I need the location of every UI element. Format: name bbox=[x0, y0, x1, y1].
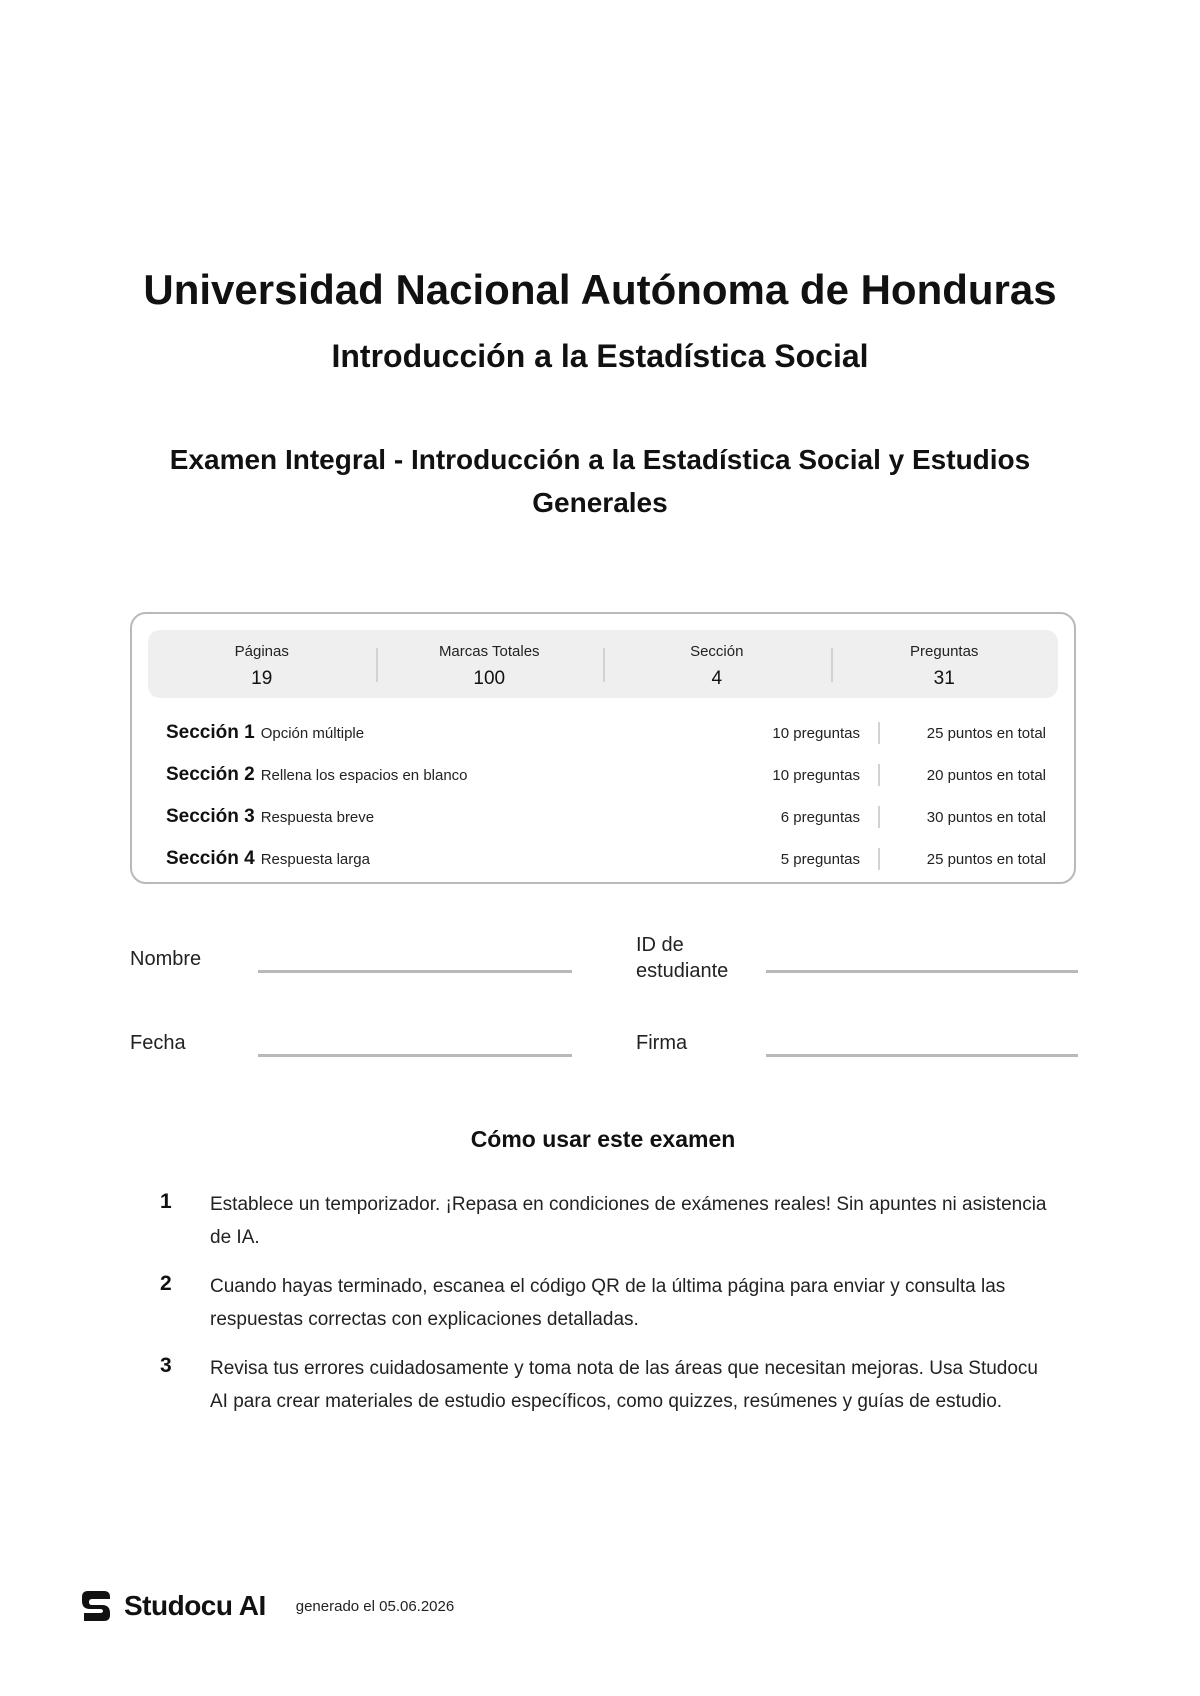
section-row bbox=[166, 796, 1046, 838]
stat-pages bbox=[148, 630, 376, 698]
section-name: Sección 4 bbox=[166, 848, 255, 869]
section-question-count: 10 preguntas bbox=[772, 766, 860, 784]
step-text: Revisa tus errores cuidadosamente y toma nota de las áreas que necesitan mejoras. Usa Studocu AI para crear materiales de estudio específicos, como quizzes, resúmenes y guías de estudio. bbox=[210, 1358, 1039, 1412]
footer bbox=[78, 1586, 454, 1626]
section-points: 25 puntos en total bbox=[926, 724, 1046, 742]
howto-title: Cómo usar este examen bbox=[470, 1126, 736, 1152]
stat-value: 31 bbox=[933, 668, 955, 689]
stat-label: Sección bbox=[690, 643, 744, 660]
step-number: 3 bbox=[160, 1354, 172, 1377]
section-type: Respuesta breve bbox=[260, 808, 375, 826]
step-text: Establece un temporizador. ¡Repasa en condiciones de exámenes reales! Sin apuntes ni asistencia de IA. bbox=[210, 1194, 1047, 1248]
stat-sections bbox=[603, 630, 831, 698]
section-question-count: 6 preguntas bbox=[780, 808, 860, 826]
section-question-count: 5 preguntas bbox=[780, 850, 860, 868]
studocu-logo-icon bbox=[78, 1587, 114, 1625]
stat-total-marks bbox=[376, 630, 604, 698]
section-type: Respuesta larga bbox=[260, 850, 370, 868]
stat-questions bbox=[831, 630, 1059, 698]
signature-field[interactable] bbox=[766, 1054, 1078, 1057]
step-number: 1 bbox=[160, 1190, 172, 1213]
stat-value: 19 bbox=[251, 668, 273, 689]
student-id-label: ID de estudiante bbox=[636, 934, 729, 982]
stat-value: 4 bbox=[711, 668, 723, 689]
section-row bbox=[166, 712, 1046, 754]
date-field[interactable] bbox=[258, 1054, 572, 1057]
signature-label: Firma bbox=[636, 1032, 688, 1054]
section-type: Opción múltiple bbox=[260, 724, 365, 742]
university-title: Universidad Nacional Autónoma de Honduras bbox=[143, 266, 1057, 313]
step-number: 2 bbox=[160, 1272, 172, 1295]
stat-label: Marcas Totales bbox=[438, 643, 540, 660]
student-id-field[interactable] bbox=[766, 970, 1078, 973]
stats-band bbox=[148, 630, 1058, 698]
date-label: Fecha bbox=[130, 1032, 186, 1054]
section-row bbox=[166, 838, 1046, 880]
brand-name: Studocu AI bbox=[124, 1590, 266, 1621]
stat-label: Páginas bbox=[234, 643, 289, 660]
section-points: 30 puntos en total bbox=[926, 808, 1046, 826]
section-divider bbox=[878, 764, 880, 786]
section-divider bbox=[878, 722, 880, 744]
generated-date: generado el 05.06.2026 bbox=[295, 1597, 455, 1615]
exam-title: Examen Integral - Introducción a la Estadística Social y Estudios Generales bbox=[169, 444, 1031, 518]
section-divider bbox=[878, 806, 880, 828]
name-field[interactable] bbox=[258, 970, 572, 973]
section-list bbox=[166, 712, 1046, 880]
section-points: 20 puntos en total bbox=[926, 766, 1046, 784]
section-name: Sección 1 bbox=[166, 722, 255, 743]
course-title: Introducción a la Estadística Social bbox=[331, 338, 869, 374]
section-type: Rellena los espacios en blanco bbox=[260, 766, 468, 784]
stat-value: 100 bbox=[473, 668, 506, 689]
title-block bbox=[130, 262, 1070, 524]
name-label: Nombre bbox=[130, 948, 202, 970]
stat-label: Preguntas bbox=[910, 643, 979, 660]
section-points: 25 puntos en total bbox=[926, 850, 1046, 868]
section-question-count: 10 preguntas bbox=[772, 724, 860, 742]
step-text: Cuando hayas terminado, escanea el código QR de la última página para enviar y consulta las respuestas correctas con explicaciones detalladas. bbox=[210, 1276, 1006, 1330]
section-divider bbox=[878, 848, 880, 870]
section-name: Sección 3 bbox=[166, 806, 255, 827]
exam-summary-box bbox=[130, 612, 1076, 884]
section-row bbox=[166, 754, 1046, 796]
section-name: Sección 2 bbox=[166, 764, 255, 785]
